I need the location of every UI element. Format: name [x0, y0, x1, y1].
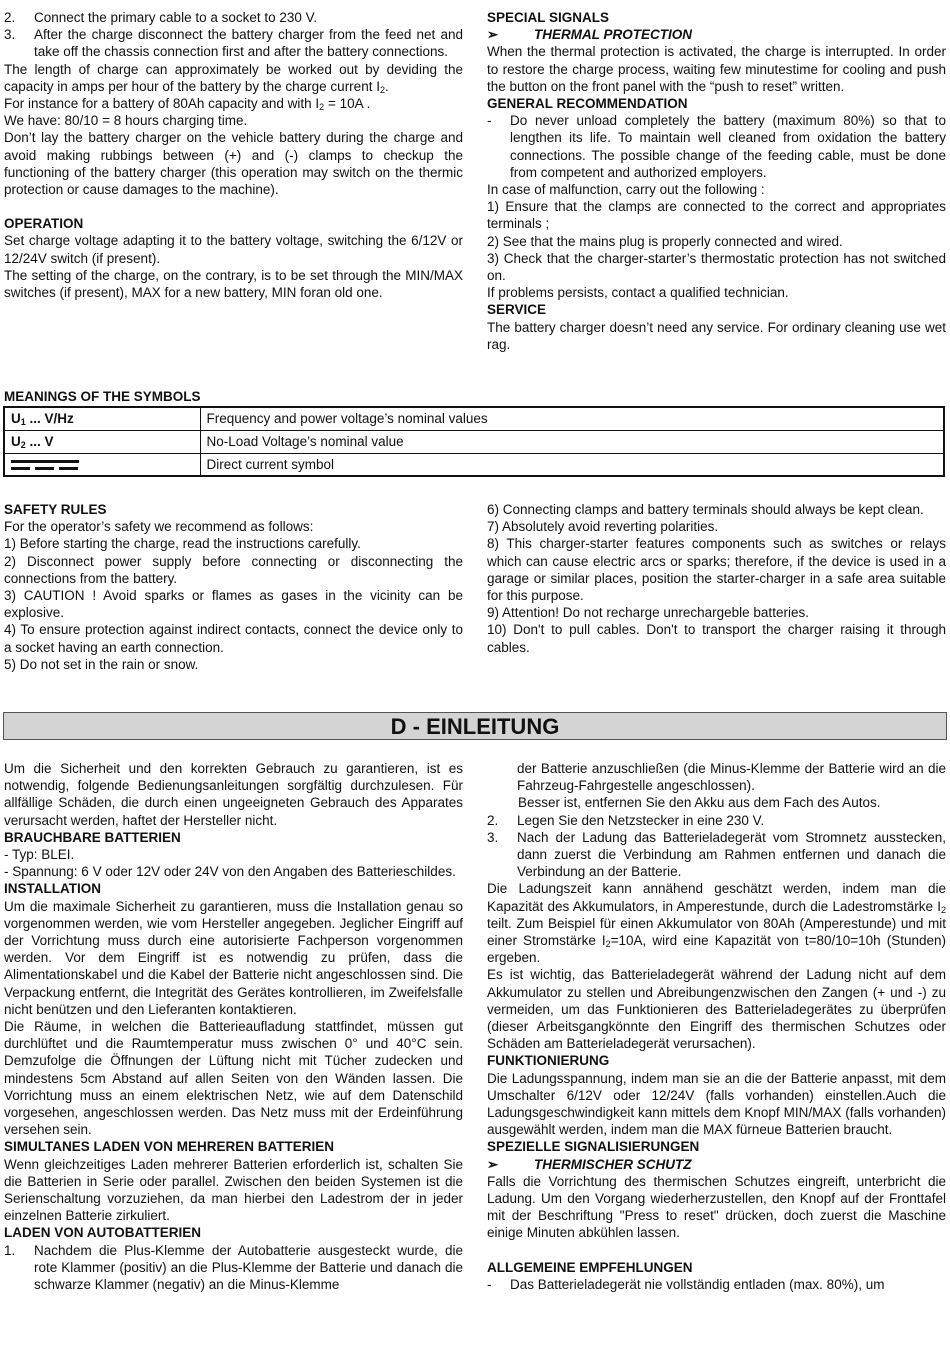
- example-paragraph: [4, 95, 463, 112]
- warning-paragraph: Don’t lay the battery charger on the vehicle battery during the charge and avoid making rubbings between (+) and (-) clamps to checkup the functioning of the battery charger (this operation may switch on the thermic protection or cause damages to the machine).: [4, 130, 463, 198]
- dash-bullet: -: [487, 1276, 492, 1292]
- operation-heading: OPERATION: [4, 216, 84, 232]
- thermal-protection-heading: [487, 1156, 946, 1173]
- thermal-protection-heading: [487, 26, 946, 43]
- list-continuation: der Batterie anzuschließen (die Minus-Klemme der Batterie wird an die Fahrzeug-Fahrgestelle angeschlossen).: [517, 761, 946, 794]
- list-number: 2.: [487, 812, 499, 828]
- heading-text: THERMAL PROTECTION: [534, 27, 692, 43]
- text-run: ... V/Hz: [25, 411, 74, 427]
- list-text: Do never unload completely the battery (maximum 80%) so that to lengthen its life. To maintain well cleaned from oxidation the battery connections. The possible change of the feeding cable, must be done from competent and authorized employers.: [510, 113, 946, 180]
- description-cell: Direct current symbol: [200, 453, 944, 476]
- list-item: [487, 112, 946, 181]
- list-item: [487, 812, 946, 829]
- text-run: = 10A .: [324, 96, 371, 112]
- thermal-paragraph: Falls die Vorrichtung des thermischen Schutzes eingreift, unterbricht die Ladung. Um den Vorgang wiederherzustellen, den Knopf auf der Fronttafel mit der Beschriftung "Press to reset" drücken, doch zuerst die Maschine einige Minuten abkühlen lassen.: [487, 1173, 946, 1241]
- list-number: 3.: [4, 27, 16, 43]
- special-signals-heading: SPECIAL SIGNALS: [487, 10, 610, 25]
- german-left-column: [4, 760, 463, 1293]
- list-item: [4, 1242, 463, 1294]
- direct-current-icon: [11, 458, 79, 472]
- table-row: [4, 407, 944, 430]
- text-run: =10A, wird eine Kapazität von t=80/10=10h (Stunden) ergeben.: [487, 933, 946, 966]
- text-run: U: [11, 433, 21, 449]
- installation-heading: INSTALLATION: [4, 881, 101, 897]
- list-text: Legen Sie den Netzstecker in eine 230 V.: [517, 812, 765, 828]
- list-continuation: Besser ist, entfernen Sie den Akku aus dem Fach des Autos.: [518, 795, 881, 811]
- top-right-column: [487, 9, 946, 353]
- general-recommendations-heading: ALLGEMEINE EMPFEHLUNGEN: [487, 1259, 693, 1275]
- top-left-column: [4, 9, 463, 301]
- list-number: 2.: [4, 10, 16, 25]
- text-run: U: [11, 411, 21, 427]
- malfunction-step: 2) See that the mains plug is properly connected and wired.: [487, 233, 843, 249]
- list-text: Nachdem die Plus-Klemme der Autobatterie ausgesteckt wurde, die rote Klammer (positiv) an die Plus-Klemme der Batterie und danach die schwarze Klammer (negativ) an die Minus-Klemme: [34, 1242, 463, 1293]
- dash-bullet: -: [487, 113, 492, 129]
- text-run: .: [384, 78, 389, 94]
- list-text: Das Batterieladegerät nie vollständig entladen (max. 80%), um: [510, 1276, 885, 1292]
- symbol-cell: [4, 430, 200, 453]
- symbols-heading: MEANINGS OF THE SYMBOLS: [4, 389, 201, 404]
- car-batteries-heading: LADEN VON AUTOBATTERIEN: [4, 1225, 202, 1241]
- table-row: [4, 453, 944, 476]
- arrow-bullet-icon: ➢: [487, 1156, 499, 1172]
- list-number: 3.: [487, 829, 499, 845]
- malfunction-step: 1) Ensure that the clamps are connected to the correct and appropriates terminals ;: [487, 199, 946, 232]
- subscript: 1: [20, 417, 26, 428]
- list-text: Nach der Ladung das Batterieladegerät vom Stromnetz ausstecken, dann zuerst die Verbindung am Rahmen entfernen und danach die Verbindung an der Batterie.: [517, 829, 946, 880]
- symbols-table: [3, 406, 945, 477]
- list-item: [487, 1276, 946, 1293]
- text-run: For instance for a battery of 80Ah capacity and with I: [4, 96, 320, 112]
- service-paragraph: The battery charger doesn’t need any service. For ordinary cleaning use wet rag.: [487, 319, 946, 352]
- safety-rule: 10) Don't to pull cables. Don't to transport the charger raising it through cables.: [487, 622, 946, 655]
- safety-rule: 2) Disconnect power supply before connecting or disconnecting the connections from the battery.: [4, 553, 463, 586]
- subscript: 2: [379, 84, 385, 95]
- subscript: 2: [319, 102, 325, 113]
- list-number: 1.: [4, 1242, 16, 1258]
- symbol-cell: [4, 407, 200, 430]
- safety-right-column: [487, 501, 946, 656]
- malfunction-step: 3) Check that the charger-starter’s thermostatic protection has not switched on.: [487, 250, 946, 284]
- list-item: [487, 829, 946, 881]
- safety-left-column: [4, 501, 463, 673]
- result-paragraph: We have: 80/10 = 8 hours charging time.: [4, 113, 248, 129]
- malfunction-note: If problems persists, contact a qualified technician.: [487, 285, 789, 301]
- heading-text: THERMISCHER SCHUTZ: [534, 1156, 692, 1172]
- function-heading: FUNKTIONIERUNG: [487, 1053, 610, 1069]
- charge-time-paragraph: [487, 880, 946, 966]
- symbol-cell: [4, 453, 200, 476]
- section-banner: D - EINLEITUNG: [3, 712, 947, 740]
- list-text: After the charge disconnect the battery charger from the feed net and take off the chassis connection first and after the battery connections.: [34, 27, 463, 60]
- thermal-paragraph: When the thermal protection is activated, the charge is interrupted. In order to restore the charge process, waiting few minutestime for cooling and push the button on the front panel with the “push to reset” written.: [487, 44, 946, 94]
- list-item: [4, 26, 463, 60]
- intro-paragraph: Um die Sicherheit und den korrekten Gebrauch zu garantieren, ist es notwendig, folgende Bedienungsanleitungen sorgfältig durchzulesen. Für allfällige Schäden, die durch einen ungeeigneten Gebrauch des Apparates verursacht werden, haftet der Hersteller nicht.: [4, 761, 463, 828]
- safety-rule: 4) To ensure protection against indirect contacts, connect the device only to a socket having an earth connection.: [4, 622, 463, 655]
- description-cell: Frequency and power voltage’s nominal values: [200, 407, 944, 430]
- simultaneous-heading: SIMULTANES LADEN VON MEHREREN BATTERIEN: [4, 1139, 335, 1155]
- text-run: teilt. Zum Beispiel für einen Akkumulator von 80Ah (Amperestunde) und mit einer Stromstärke I: [487, 915, 946, 949]
- text-run: ... V: [25, 433, 54, 449]
- malfunction-intro: In case of malfunction, carry out the following :: [487, 182, 765, 198]
- list-text: Connect the primary cable to a socket to 230 V.: [34, 10, 318, 25]
- general-recommendation-heading: GENERAL RECOMMENDATION: [487, 96, 688, 112]
- safety-rule: 6) Connecting clamps and battery terminals should always be kept clean.: [487, 502, 924, 517]
- installation-paragraph: Die Räume, in welchen die Batterieaufladung stattfindet, müssen gut durchlüftet und die Raumtemperatur muss zwischen 0° und 40°C sein. Demzufolge die Öffnungen der Lüftung nicht mit Tücher zudecken und mindestens 5cm Abstand auf allen Seiten von den Wänden lassen. Die Vorrichtung muss an einem elektrischen Netz, wie auf dem Datenschild vorgesehen, angeschlossen werden. Das Netz muss mit der Erdeinführung versehen sein.: [4, 1019, 463, 1138]
- simultaneous-paragraph: Wenn gleichzeitiges Laden mehrerer Batterien erforderlich ist, schalten Sie die Batterien in Serie oder parallel. Zwischen den beiden Systemen ist die Serienschaltung vorzuziehen, da man hierbei den Ladestrom der in jeder einzelnen Batterie zirkuliert.: [4, 1156, 463, 1224]
- text-run: The length of charge can approximately be worked out by deviding the capacity in amps per hour of the battery by the charge current I: [4, 61, 463, 94]
- safety-rule: 9) Attention! Do not recharge unrechargeble batteries.: [487, 605, 809, 621]
- warning-paragraph: Es ist wichtig, das Batterieladegerät während der Ladung nicht auf dem Akkumulator zu stellen und Abreibungenzwischen den Zangen (+ und -) zu vermeiden, um das Funktionieren des Batterieladegerätes zu überprüfen (dieser Arbeitsgangkönnte den Eingriff des thermischen Schutzes oder Schäden am Batterieladegerät verursachen).: [487, 967, 946, 1052]
- function-paragraph: Die Ladungsspannung, indem man sie an die der Batterie anpasst, mit dem Umschalter 6/12V oder 12/24V (falls vorhanden) einstellen.Auch die Ladungsgeschwindigkeit kann mittels dem Knopf MIN/MAX (falls vorhanden) ausgewählt werden, indem man die MAX fürneue Batterien braucht.: [487, 1070, 946, 1138]
- safety-intro: For the operator’s safety we recommend as follows:: [4, 519, 314, 535]
- safety-rule: 8) This charger-starter features components such as switches or relays which can cause electric arcs or sparks; therefore, if the device is used in a garage or similar places, position the starter-charger in a safe area suitable for this purpose.: [487, 536, 946, 604]
- list-item: [4, 9, 463, 26]
- safety-heading: SAFETY RULES: [4, 502, 107, 517]
- german-right-column: [487, 760, 946, 1293]
- safety-rule: 5) Do not set in the rain or snow.: [4, 656, 199, 672]
- service-heading: SERVICE: [487, 302, 547, 318]
- arrow-bullet-icon: ➢: [487, 27, 499, 43]
- operation-paragraph: The setting of the charge, on the contrary, is to be set through the MIN/MAX switches (if present), MAX for a new battery, MIN foran old one.: [4, 267, 463, 301]
- safety-rule: 7) Absolutely avoid reverting polarities.: [487, 519, 719, 535]
- subscript: 2: [940, 904, 946, 915]
- battery-type: - Typ: BLEI.: [4, 847, 75, 863]
- subscript: 2: [605, 939, 611, 950]
- charge-length-paragraph: [4, 61, 463, 95]
- text-run: Die Ladungszeit kann annähend geschätzt werden, indem man die Kapazität des Akkumulators, in Amperestunde, durch die Ladestromstärke I: [487, 881, 946, 914]
- safety-rule: 1) Before starting the charge, read the instructions carefully.: [4, 536, 361, 552]
- installation-paragraph: Um die maximale Sicherheit zu garantieren, muss die Installation genau so vorgenommen werden, wie vom Hersteller angegeben. Jeglicher Eingriff auf der Vorrichtung muss durch eine autorisierte Fachperson vorgenommen werden. Vor dem Eingriff ist es notwendig zu prüfen, dass die Alimentationskabel und die Kabel der Batterie nicht angeschlossen sind. Die Verpackung entfernt, die Integrität des Gerätes kontrollieren, im Zweifelsfalle nicht benützen und den Lieferanten kontaktieren.: [4, 898, 463, 1017]
- battery-voltage: - Spannung: 6 V oder 12V oder 24V von den Angaben des Batterieschildes.: [4, 864, 456, 880]
- subscript: 2: [20, 439, 26, 450]
- operation-paragraph: Set charge voltage adapting it to the battery voltage, switching the 6/12V or 12/24V switch (if present).: [4, 233, 463, 266]
- special-signals-heading: SPEZIELLE SIGNALISIERUNGEN: [487, 1139, 700, 1155]
- table-row: [4, 430, 944, 453]
- batteries-heading: BRAUCHBARE BATTERIEN: [4, 829, 181, 845]
- safety-rule: 3) CAUTION ! Avoid sparks or flames as gases in the vicinity can be explosive.: [4, 588, 463, 621]
- description-cell: No-Load Voltage’s nominal value: [200, 430, 944, 453]
